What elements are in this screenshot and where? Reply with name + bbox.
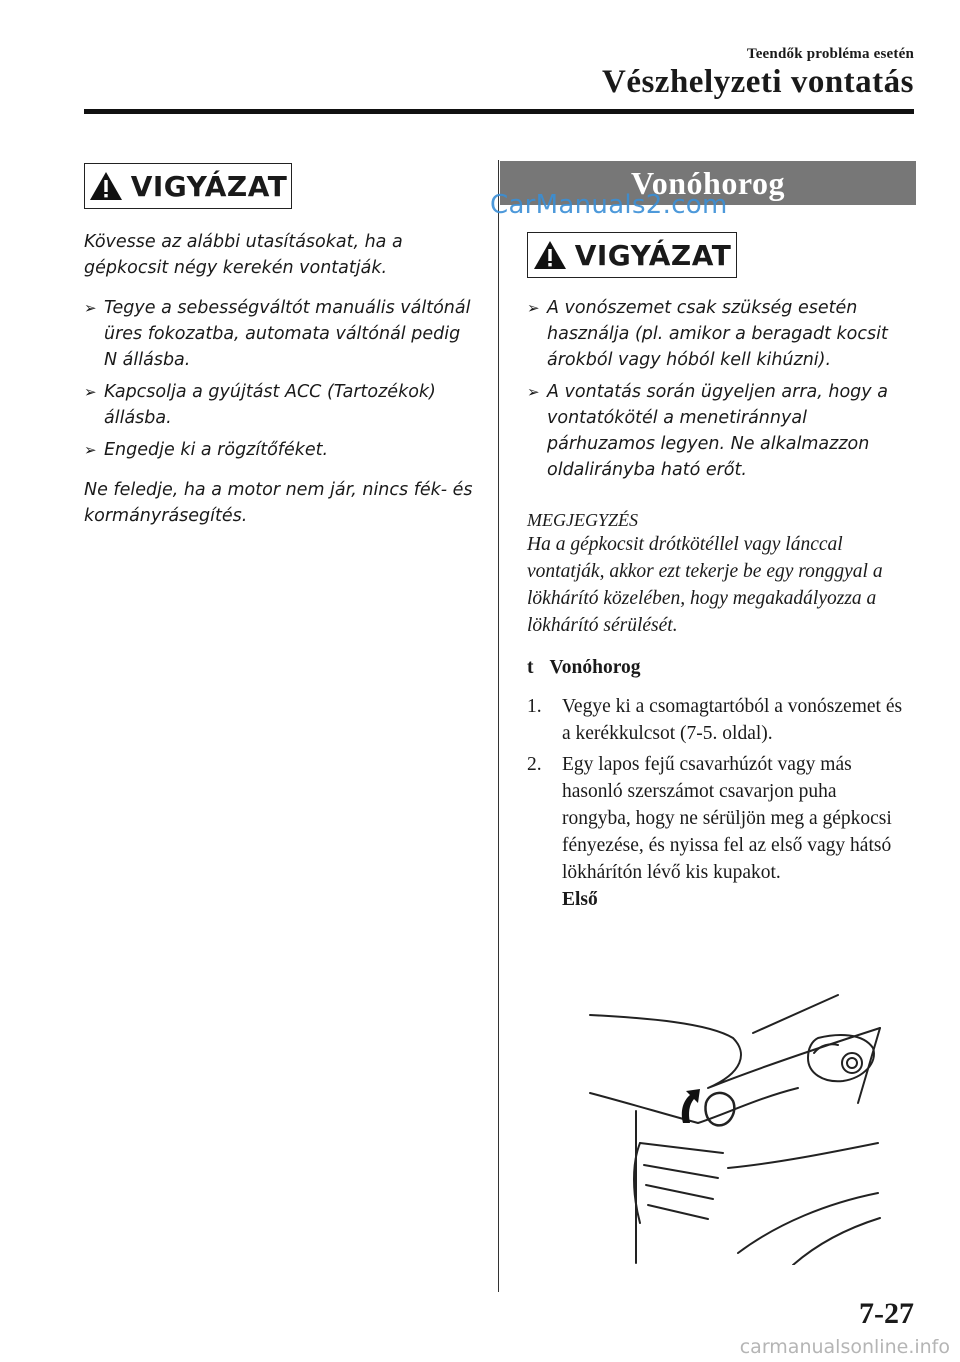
- warning-label: VIGYÁZAT: [574, 238, 732, 272]
- chapter-subtitle: Teendők probléma esetén: [746, 46, 914, 62]
- list-item-text: Kapcsolja a gyújtást ACC (Tartozékok) állásba.: [104, 382, 436, 428]
- page-number: 7-27: [859, 1297, 914, 1330]
- right-warning-content: [527, 295, 902, 489]
- list-item-text: Engedje ki a rögzítőféket.: [104, 440, 329, 460]
- note-title: MEGJEGYZÉS: [527, 510, 638, 530]
- subsection-heading: [527, 657, 907, 679]
- warning-intro: Kövesse az alábbi utasításokat, ha a gépkocsit négy kerekén vontatják.: [84, 232, 403, 278]
- step-number: 2.: [527, 754, 542, 775]
- warning-closing: Ne feledje, ha a motor nem jár, nincs fék- és kormányrásegítés.: [84, 480, 473, 526]
- list-item-text: A vontatás során ügyeljen arra, hogy a vontatókötél a menetiránnyal párhuzamos legyen. Ne alkalmazzon oldalirányba ható erőt.: [547, 382, 888, 480]
- figure-label: Első: [562, 889, 598, 910]
- arrow-bullet-icon: ➢: [84, 383, 97, 401]
- warning-triangle-icon: [533, 240, 567, 270]
- column-divider: [498, 160, 499, 1292]
- subhead-marker: t: [527, 657, 534, 678]
- list-item: [84, 295, 476, 373]
- arrow-bullet-icon: ➢: [527, 383, 540, 401]
- arrow-bullet-icon: ➢: [84, 299, 97, 317]
- list-item: [84, 437, 476, 463]
- list-item: [527, 751, 907, 913]
- warning-box-left: [84, 163, 292, 209]
- warning-triangle-icon: [89, 171, 123, 201]
- note-block: [527, 510, 907, 639]
- steps-list: [527, 693, 907, 913]
- list-item-text: A vonószemet csak szükség esetén használja (pl. amikor a beragadt kocsit árokból vagy hóból kell kihúzni).: [547, 298, 888, 370]
- header-rule: [84, 109, 914, 114]
- step-number: 1.: [527, 696, 542, 717]
- warning-label: VIGYÁZAT: [130, 169, 288, 203]
- watermark-bottom: carmanualsonline.info: [739, 1336, 950, 1358]
- section-title: Vonóhorog: [500, 161, 916, 205]
- step-text: Vegye ki a csomagtartóból a vonószemet és a kerékkulcsot (7-5. oldal).: [562, 696, 903, 744]
- list-item: [84, 379, 476, 431]
- arrow-bullet-icon: ➢: [527, 299, 540, 317]
- list-item: [527, 693, 907, 747]
- procedure-block: [527, 657, 907, 917]
- warning-box-right: [527, 232, 737, 278]
- front-bumper-illustration: [588, 993, 888, 1265]
- left-warning-content: [84, 229, 476, 529]
- arrow-bullet-icon: ➢: [84, 441, 97, 459]
- step-text: Egy lapos fejű csavarhúzót vagy más hasonló szerszámot csavarjon puha rongyba, hogy ne sérüljön meg a gépkocsi fényezése, és nyissa fel az első vagy hátsó lökhárítón lévő kis kupakot.: [562, 754, 892, 883]
- watermark-top: CarManuals2.com: [490, 190, 728, 220]
- note-text: Ha a gépkocsit drótkötéllel vagy lánccal vontatják, akkor ezt tekerje be egy ronggyal a lökhárító közelében, hogy megakadályozza a lökhárító sérülését.: [527, 534, 883, 636]
- subhead-text: Vonóhorog: [549, 657, 641, 678]
- list-item: [527, 379, 902, 483]
- list-item: [527, 295, 902, 373]
- list-item-text: Tegye a sebességváltót manuális váltónál üres fokozatba, automata váltónál pedig N állásba.: [104, 298, 471, 370]
- page-title: Vészhelyzeti vontatás: [601, 64, 914, 100]
